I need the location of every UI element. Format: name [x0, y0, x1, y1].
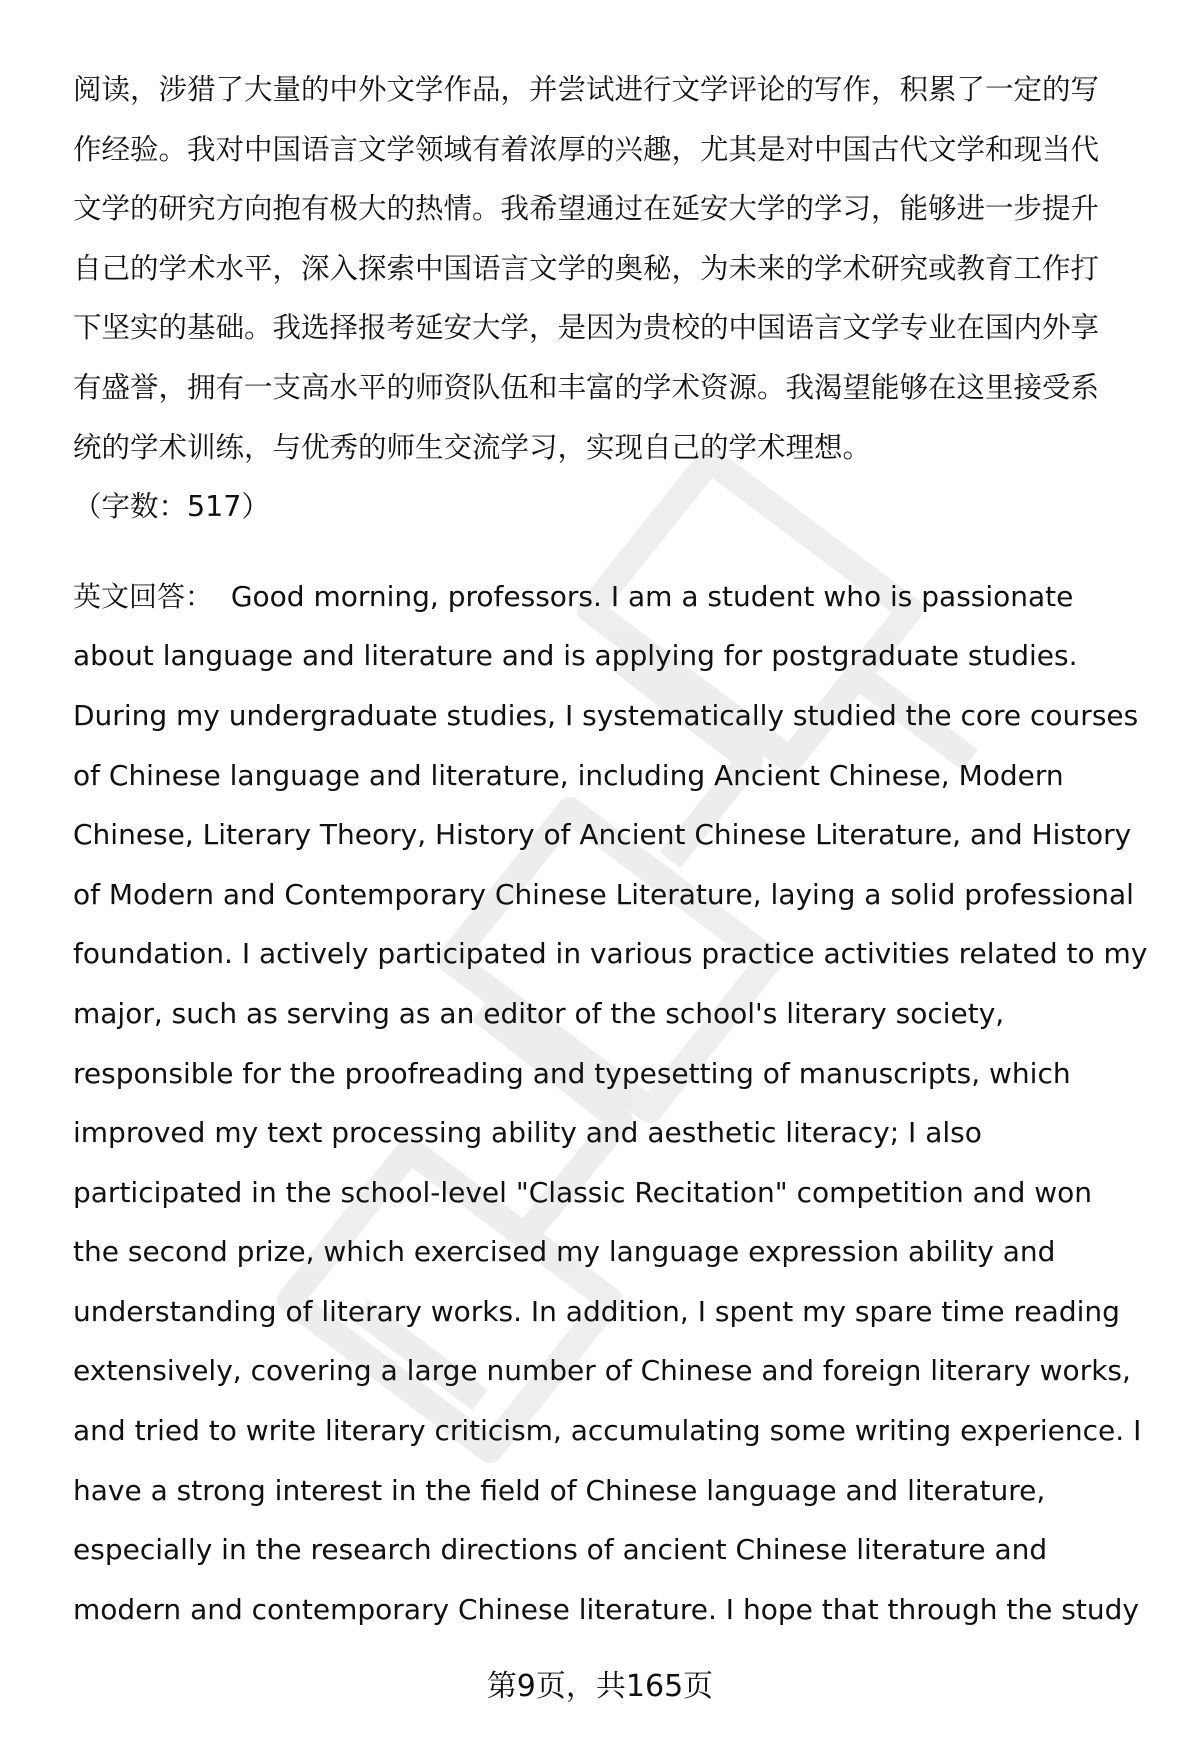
paragraph-line: of Modern and Contemporary Chinese Literature, laying a solid professional — [73, 877, 1134, 911]
paragraph-line: extensively, covering a large number of Chinese and foreign literary works, — [73, 1354, 1131, 1388]
paragraph-line: 有盛誉，拥有一支高水平的师资队伍和丰富的学术资源。我渴望能够在这里接受系 — [73, 370, 1100, 404]
paragraph-line: especially in the research directions of ancient Chinese literature and — [73, 1533, 1048, 1567]
paragraph-line: Chinese, Literary Theory, History of Ancient Chinese Literature, and History — [73, 818, 1132, 852]
paragraph-line: major, such as serving as an editor of the school's literary society, — [73, 996, 1005, 1030]
word-count: （字数：517） — [73, 490, 270, 524]
paragraph-line: 作经验。我对中国语言文学领域有着浓厚的兴趣，尤其是对中国古代文学和现当代 — [73, 132, 1100, 166]
paragraph-line: 阅读，涉猎了大量的中外文学作品，并尝试进行文学评论的写作，积累了一定的写 — [73, 73, 1100, 106]
paragraph-line: and tried to write literary criticism, accumulating some writing experience. I — [73, 1414, 1142, 1448]
paragraph-line: about language and literature and is applying for postgraduate studies. — [73, 639, 1078, 673]
paragraph-line: During my undergraduate studies, I systematically studied the core courses — [73, 698, 1139, 732]
english-answer-first-line — [73, 567, 1153, 627]
paragraph-line: 下坚实的基础。我选择报考延安大学，是因为贵校的中国语言文学专业在国内外享 — [73, 311, 1100, 345]
page-number-footer: 第9页，共165页 — [486, 1669, 714, 1704]
paragraph-line: have a strong interest in the field of Chinese language and literature, — [73, 1473, 1046, 1507]
paragraph-line: Good morning, professors. I am a student who is passionate — [230, 579, 1074, 613]
paragraph-line: the second prize, which exercised my language expression ability and — [73, 1235, 1056, 1269]
paragraph-line: understanding of literary works. In addition, I spent my spare time reading — [73, 1294, 1120, 1328]
paragraph-line: improved my text processing ability and aesthetic literacy; I also — [73, 1116, 982, 1150]
paragraph-gap — [73, 537, 1153, 567]
paragraph-line: responsible for the proofreading and typesetting of manuscripts, which — [73, 1056, 1071, 1090]
paragraph-line: modern and contemporary Chinese literature. I hope that through the study — [73, 1592, 1139, 1626]
paragraph-line: 自己的学术水平，深入探索中国语言文学的奥秘，为未来的学术研究或教育工作打 — [73, 251, 1100, 285]
english-answer-label: 英文回答： — [73, 579, 214, 613]
paragraph-line: foundation. I actively participated in various practice activities related to my — [73, 937, 1148, 971]
paragraph-line: 文学的研究方向抱有极大的热情。我希望通过在延安大学的学习，能够进一步提升 — [73, 192, 1100, 226]
paragraph-line: participated in the school-level "Classic Recitation" competition and won — [73, 1175, 1093, 1209]
paragraph-line: 统的学术训练，与优秀的师生交流学习，实现自己的学术理想。 — [73, 430, 872, 464]
document-body — [73, 60, 1153, 1639]
paragraph-line: of Chinese language and literature, including Ancient Chinese, Modern — [73, 758, 1064, 792]
